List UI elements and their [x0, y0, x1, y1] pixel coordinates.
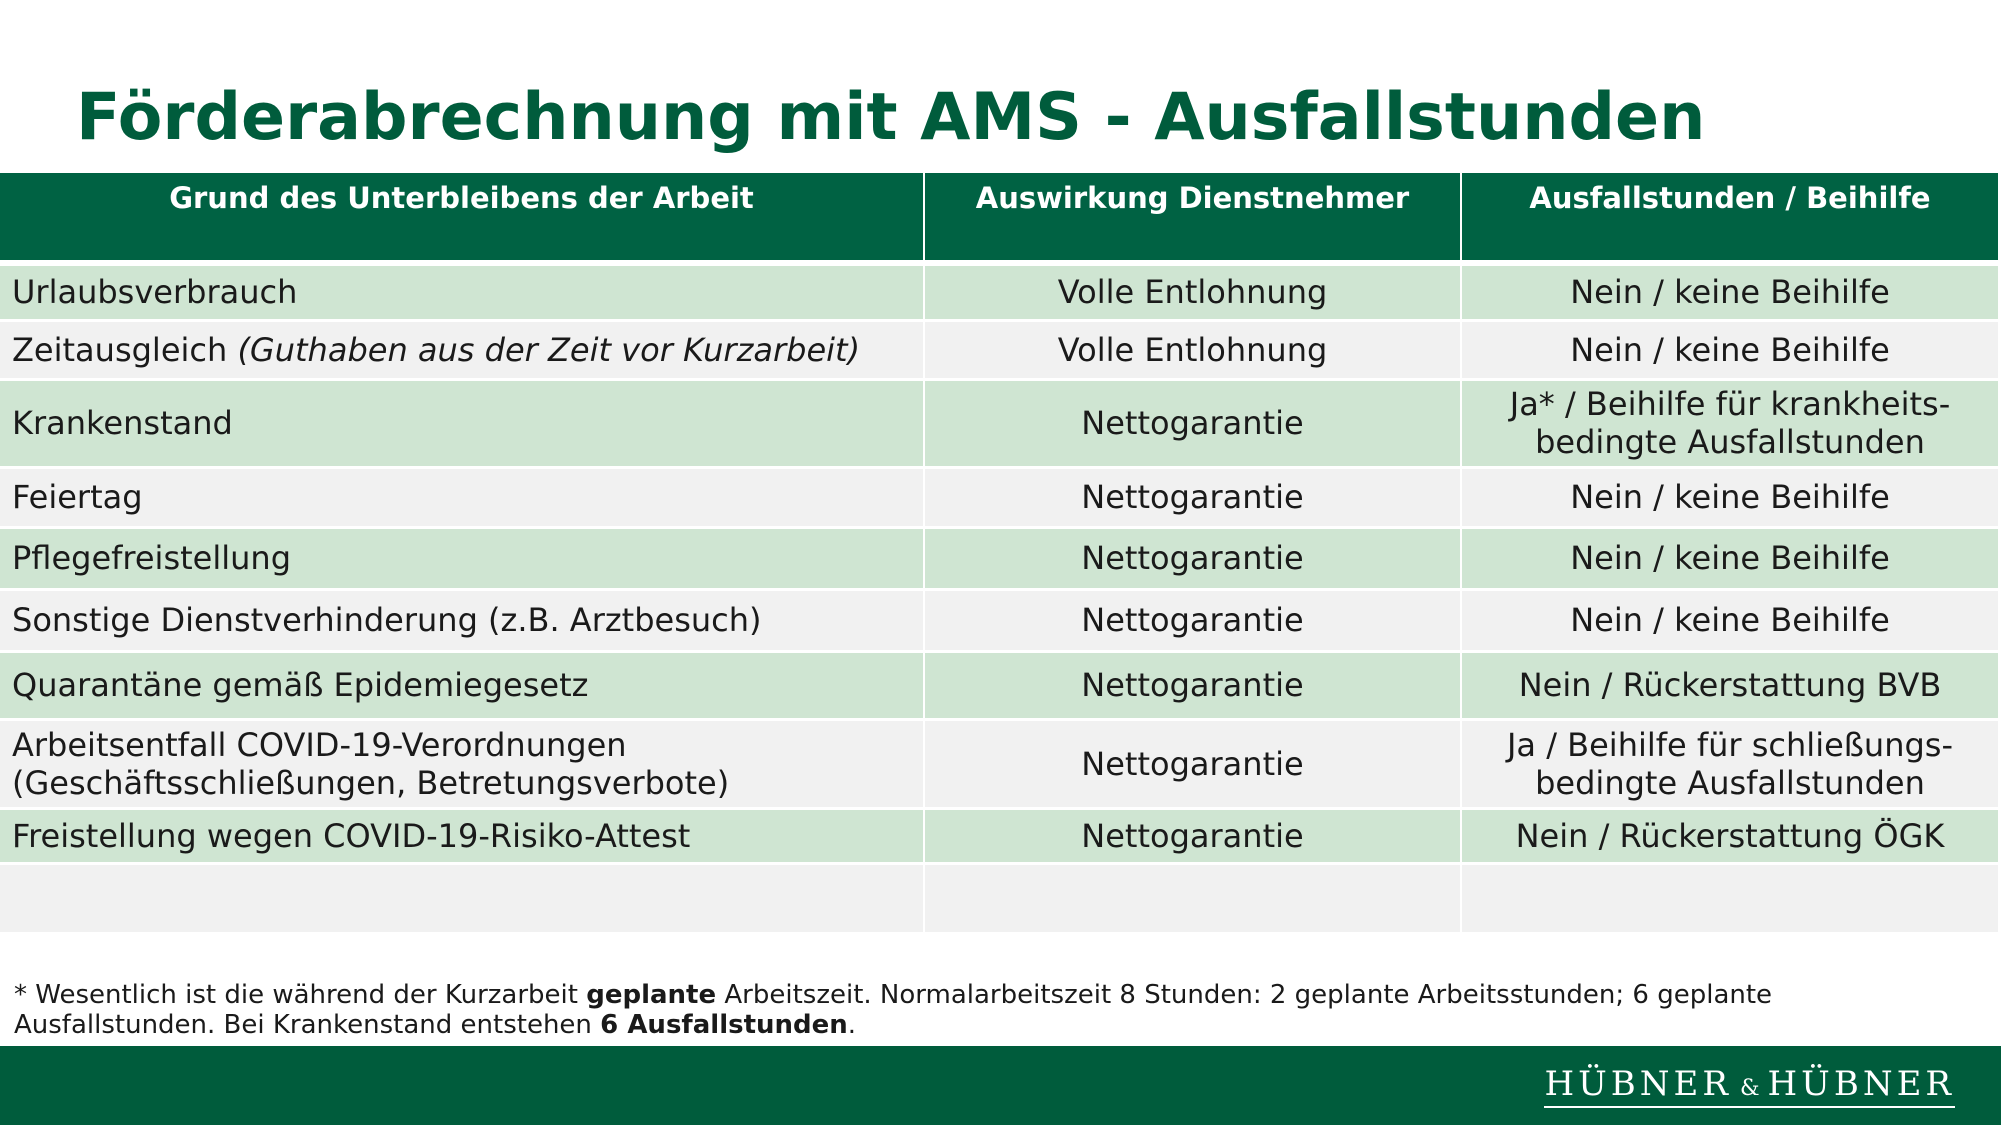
cell-effect: Volle Entlohnung: [924, 320, 1461, 379]
footnote-text-3: .: [847, 1010, 857, 1040]
column-header-reason: Grund des Unterbleibens der Arbeit: [0, 173, 924, 263]
cell-hours: Nein / keine Beihilfe: [1461, 589, 1998, 651]
cell-reason: Pflegefreistellung: [0, 527, 924, 589]
table-row: [0, 651, 1998, 719]
logo-left: HÜBNER: [1544, 1064, 1732, 1104]
footnote-text-2: Arbeitszeit. Normalarbeitszeit 8 Stunden: 2 geplante Arbeitsstunden; 6 geplante Ausfallstunden. Bei Krankenstand entstehen: [14, 980, 1773, 1040]
cell-hours: Nein / Rückerstattung BVB: [1461, 651, 1998, 719]
column-header-hours: Ausfallstunden / Beihilfe: [1461, 173, 1998, 263]
table-row: [0, 320, 1998, 379]
cell-reason: [0, 320, 924, 379]
footnote-bold-1: geplante: [586, 980, 717, 1010]
cell-effect: Nettogarantie: [924, 651, 1461, 719]
cell-hours: [1461, 719, 1998, 808]
logo-right: HÜBNER: [1767, 1064, 1955, 1104]
footer-bar: [0, 1046, 2001, 1125]
cell-hours: Nein / keine Beihilfe: [1461, 527, 1998, 589]
hours-line-1: Ja / Beihilfe für schließungs-: [1506, 725, 1954, 764]
cell-reason: Sonstige Dienstverhinderung (z.B. Arztbesuch): [0, 589, 924, 651]
table-row: [0, 263, 1998, 320]
footnote: [14, 980, 1974, 1040]
logo-ampersand: &: [1739, 1076, 1760, 1101]
cell-reason: [0, 719, 924, 808]
cell-reason: Krankenstand: [0, 379, 924, 467]
cell-effect: Nettogarantie: [924, 589, 1461, 651]
column-header-effect: Auswirkung Dienstnehmer: [924, 173, 1461, 263]
reason-note: (Guthaben aus der Zeit vor Kurzarbeit): [237, 330, 861, 369]
cell-hours: Nein / keine Beihilfe: [1461, 320, 1998, 379]
cell-hours: Nein / keine Beihilfe: [1461, 467, 1998, 527]
cell-hours: Nein / keine Beihilfe: [1461, 263, 1998, 320]
cell-effect: Nettogarantie: [924, 527, 1461, 589]
cell-effect: Nettogarantie: [924, 379, 1461, 467]
hours-line-2: bedingte Ausfallstunden: [1535, 423, 1925, 461]
slide-title: Förderabrechnung mit AMS - Ausfallstunden: [76, 80, 1706, 155]
cell-reason: Urlaubsverbrauch: [0, 263, 924, 320]
reason-line-1: Arbeitsentfall COVID-19-Verordnungen: [12, 725, 627, 764]
cell-hours: Nein / Rückerstattung ÖGK: [1461, 808, 1998, 863]
cell-reason: Quarantäne gemäß Epidemiegesetz: [0, 651, 924, 719]
cell-reason: Feiertag: [0, 467, 924, 527]
footnote-text-1: * Wesentlich ist die während der Kurzarbeit: [14, 980, 587, 1010]
footnote-bold-2: 6 Ausfallstunden: [600, 1010, 848, 1040]
cell-empty: [0, 863, 924, 933]
reason-line-2: (Geschäftsschließungen, Betretungsverbote): [12, 763, 730, 802]
table-row: [0, 467, 1998, 527]
cell-effect: Nettogarantie: [924, 808, 1461, 863]
hours-line-2: bedingte Ausfallstunden: [1535, 763, 1925, 802]
absence-table: [0, 173, 1998, 935]
table-row: [0, 719, 1998, 808]
cell-reason: Freistellung wegen COVID-19-Risiko-Attest: [0, 808, 924, 863]
table-row-empty: [0, 863, 1998, 933]
table-row: [0, 527, 1998, 589]
cell-effect: Nettogarantie: [924, 467, 1461, 527]
reason-text: Zeitausgleich: [12, 330, 238, 369]
cell-effect: Nettogarantie: [924, 719, 1461, 808]
cell-empty: [924, 863, 1461, 933]
cell-hours: [1461, 379, 1998, 467]
table-row: [0, 589, 1998, 651]
table-row: [0, 379, 1998, 467]
company-logo: [1544, 1064, 1955, 1108]
table-row: [0, 808, 1998, 863]
cell-effect: Volle Entlohnung: [924, 263, 1461, 320]
cell-empty: [1461, 863, 1998, 933]
hours-line-1: Ja* / Beihilfe für krankheits-: [1509, 385, 1951, 423]
table-header-row: [0, 173, 1998, 263]
